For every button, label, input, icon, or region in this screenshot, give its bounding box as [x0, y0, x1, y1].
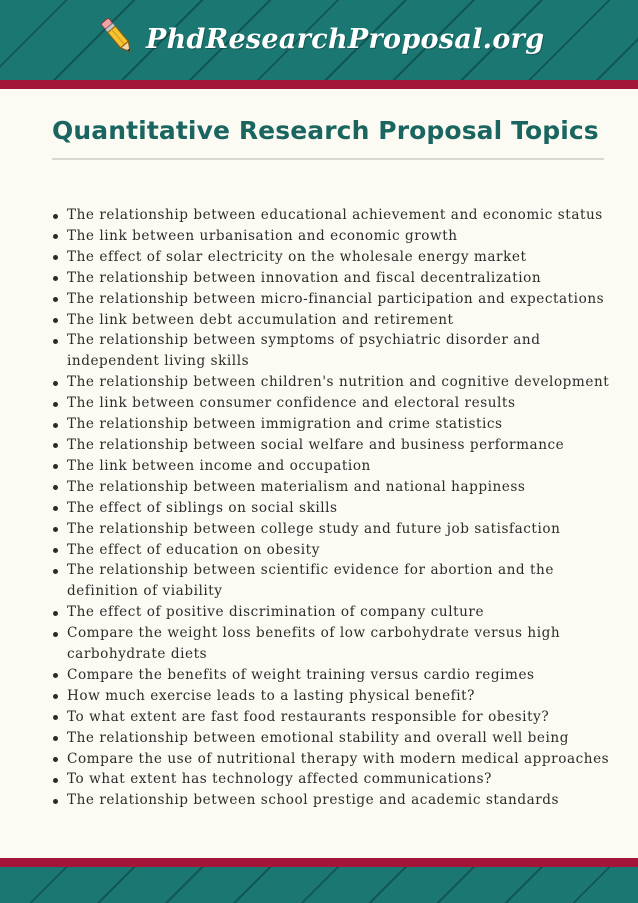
list-item: The relationship between emotional stability and overall well being [67, 728, 627, 749]
page-title: Quantitative Research Proposal Topics [52, 116, 599, 145]
footer-banner [0, 867, 638, 903]
list-item: The relationship between symptoms of psychiatric disorder and independent living skills [67, 330, 627, 372]
list-item: The relationship between micro-financial participation and expectations [67, 289, 627, 310]
list-item: Compare the use of nutritional therapy with modern medical approaches [67, 749, 627, 770]
list-item: The effect of solar electricity on the wholesale energy market [67, 247, 627, 268]
header-stripe [0, 80, 638, 89]
list-item: The link between consumer confidence and electoral results [67, 393, 627, 414]
title-divider [52, 158, 604, 160]
list-item: The effect of positive discrimination of company culture [67, 602, 627, 623]
list-item: The relationship between innovation and fiscal decentralization [67, 268, 627, 289]
list-item: The relationship between college study and future job satisfaction [67, 519, 627, 540]
site-logo[interactable] [96, 14, 544, 64]
list-item: The relationship between materialism and national happiness [67, 477, 627, 498]
list-item: The relationship between social welfare and business performance [67, 435, 627, 456]
list-item: The relationship between scientific evidence for abortion and the definition of viability [67, 560, 627, 602]
footer-stripe [0, 858, 638, 867]
list-item: The effect of siblings on social skills [67, 498, 627, 519]
list-item: To what extent has technology affected communications? [67, 769, 627, 790]
list-item: The relationship between school prestige and academic standards [67, 790, 627, 811]
list-item: How much exercise leads to a lasting physical benefit? [67, 686, 627, 707]
logo-text: PhdResearchProposal.org [146, 23, 545, 55]
list-item: The relationship between educational achievement and economic status [67, 205, 627, 226]
list-item: The effect of education on obesity [67, 540, 627, 561]
list-item: To what extent are fast food restaurants responsible for obesity? [67, 707, 627, 728]
topic-list [49, 205, 627, 811]
pencil-icon [96, 15, 146, 63]
list-item: The relationship between immigration and crime statistics [67, 414, 627, 435]
list-item: The link between debt accumulation and retirement [67, 310, 627, 331]
list-item: The link between urbanisation and economic growth [67, 226, 627, 247]
list-item: The relationship between children's nutrition and cognitive development [67, 372, 627, 393]
list-item: Compare the weight loss benefits of low carbohydrate versus high carbohydrate diets [67, 623, 627, 665]
list-item: Compare the benefits of weight training versus cardio regimes [67, 665, 627, 686]
list-item: The link between income and occupation [67, 456, 627, 477]
